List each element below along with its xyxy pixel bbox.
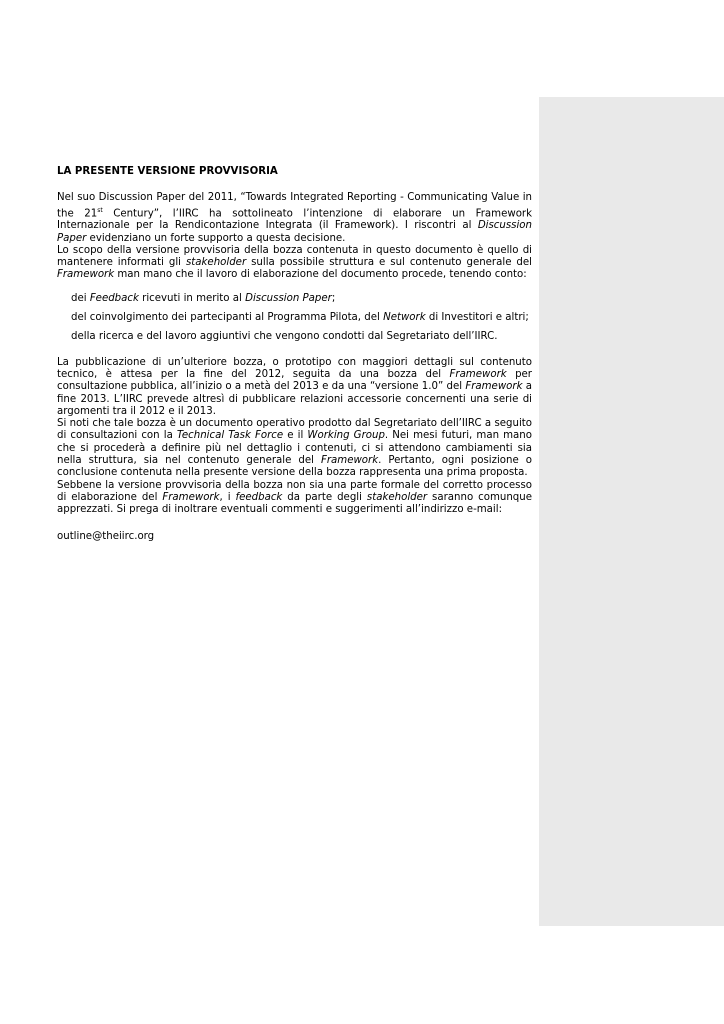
body-paragraph-1: La pubblicazione di un’ulteriore bozza, o prototipo con maggiori dettagli sul contenuto tecnico, è attesa per la fine del 2012, seguita da una bozza del Framework per consultazione pubblica, all’inizio o a metà del 2013 e da una “versione 1.0” del Framework a fine 2013. L’IIRC prevede altresì di pubblicare relazioni accessorie concernenti una serie di argomenti tra il 2012 e il 2013. bbox=[57, 356, 532, 417]
comment-margin-pane bbox=[539, 97, 724, 926]
intro-paragraph-2: Lo scopo della versione provvisoria della bozza contenuta in questo documento è quello di mantenere informati gli stakeholder sulla possibile struttura e sul contenuto generale del Framework man mano che il lavoro di elaborazione del documento procede, tenendo conto: bbox=[57, 244, 532, 281]
list-item: della ricerca e del lavoro aggiuntivi che vengono condotti dal Segretariato dell’IIRC. bbox=[71, 331, 498, 343]
considerations-list bbox=[57, 293, 532, 344]
list-item: del coinvolgimento dei partecipanti al Programma Pilota, del Network di Investitori e altri; bbox=[71, 312, 529, 324]
section-title: LA PRESENTE VERSIONE PROVVISORIA bbox=[57, 166, 278, 177]
list-item: dei Feedback ricevuti in merito al Discussion Paper; bbox=[71, 292, 336, 304]
intro-paragraph-1: Nel suo Discussion Paper del 2011, “Towards Integrated Reporting - Communicating Value in the 21st Century”, l’IIRC ha sottolineato l’intenzione di elaborare un Framework Internazionale per la Rendicontazione Integrata (il Framework). I riscontri al Discussion Paper evidenziano un forte supporto a questa decisione. bbox=[57, 192, 533, 244]
body-paragraph-2: Si noti che tale bozza è un documento operativo prodotto dal Segretariato dell’IIRC a seguito di consultazioni con la Technical Task Force e il Working Group. Nei mesi futuri, man mano che si procederà a definire più nel dettaglio i contenuti, ci si attendono cambiamenti sia nella struttura, sia nel contenuto generale del Framework. Pertanto, ogni posizione o conclusione contenuta nella presente versione della bozza rappresenta una prima proposta. bbox=[57, 418, 533, 479]
contact-email[interactable]: outline@theiirc.org bbox=[57, 530, 155, 542]
body-paragraph-3: Sebbene la versione provvisoria della bozza non sia una parte formale del corretto processo di elaborazione del Framework, i feedback da parte degli stakeholder saranno comunque apprezzati. Si prega di inoltrare eventuali commenti e suggerimenti all’indirizzo e-mail: bbox=[57, 479, 532, 516]
document-body bbox=[57, 166, 532, 543]
